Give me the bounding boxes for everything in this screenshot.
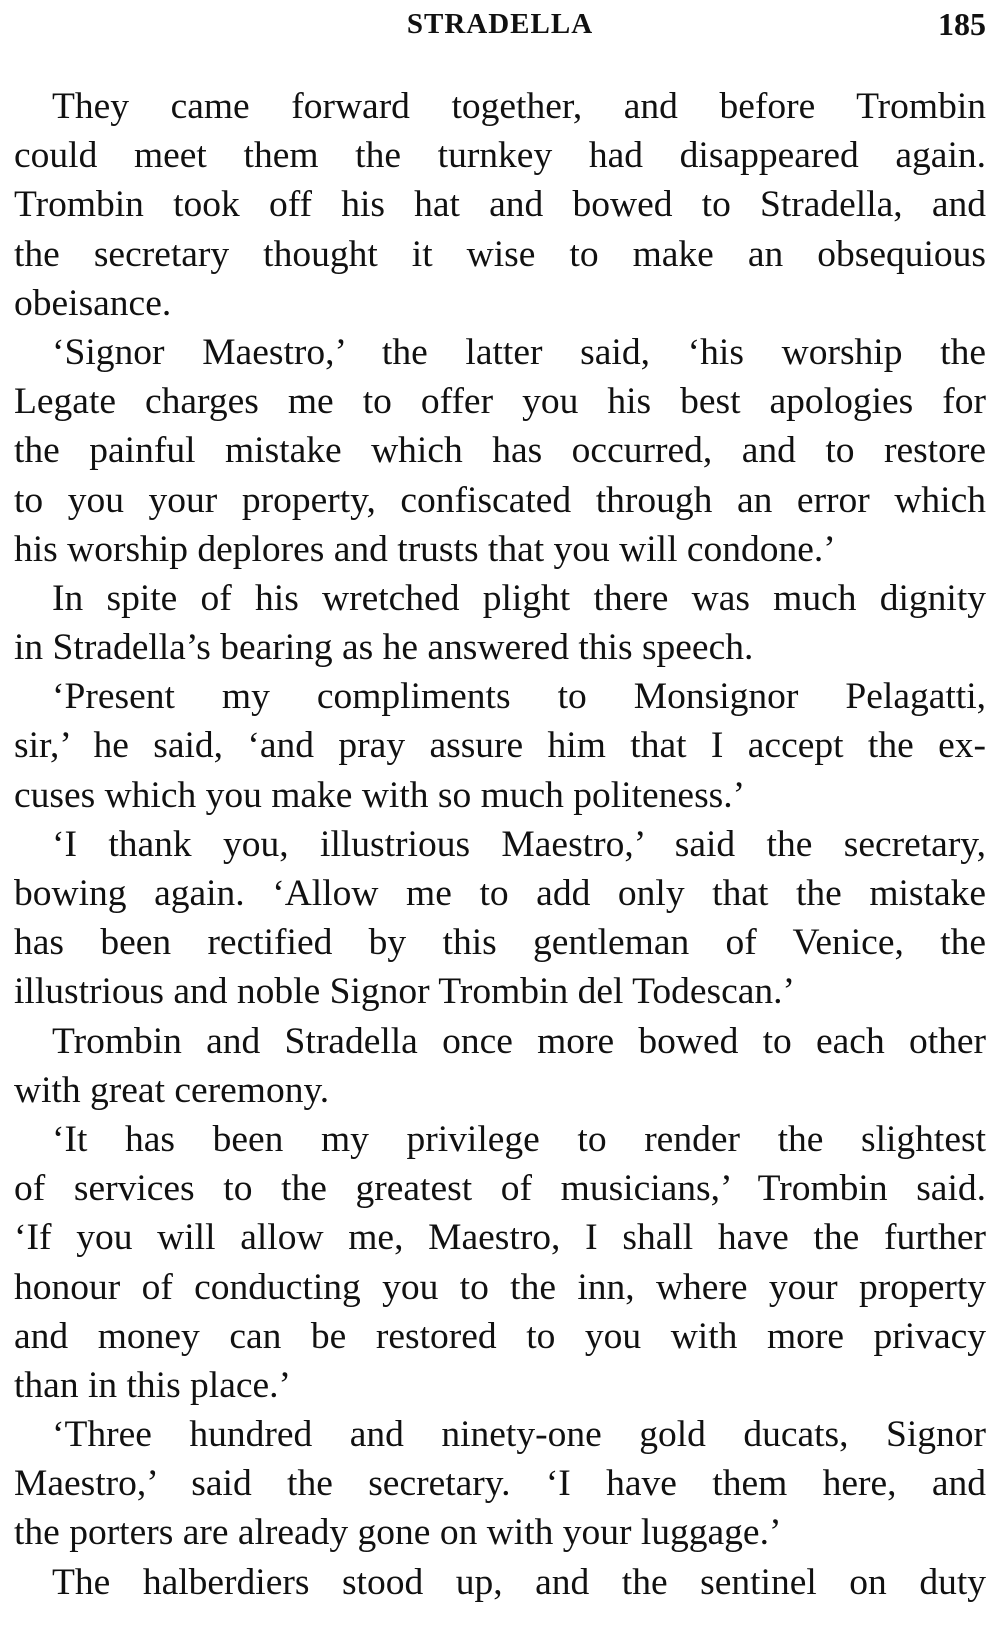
- body-text: [14, 82, 986, 1607]
- text-line: the painful mistake which has occurred, and to restore: [14, 430, 986, 472]
- text-line: Trombin took off his hat and bowed to Stradella, and: [14, 184, 986, 226]
- text-line: Trombin and Stradella once more bowed to each other: [52, 1020, 986, 1062]
- text-line: They came forward together, and before Trombin: [52, 86, 986, 127]
- text-line: ‘Signor Maestro,’ the latter said, ‘his worship the: [52, 331, 986, 373]
- text-line: has been rectified by this gentleman of Venice, the: [14, 922, 986, 964]
- text-line: sir,’ he said, ‘and pray assure him that I accept the ex-: [14, 725, 986, 767]
- page-number: 185: [938, 6, 986, 42]
- text-line: The halberdiers stood up, and the sentinel on duty: [52, 1561, 986, 1603]
- text-line: obeisance.: [14, 282, 172, 324]
- text-line: ‘It has been my privilege to render the slightest: [52, 1118, 986, 1160]
- text-line: ‘Three hundred and ninety-one gold ducats, Signor: [52, 1414, 986, 1456]
- text-line: and money can be restored to you with more privacy: [14, 1315, 986, 1357]
- running-title: STRADELLA: [406, 8, 594, 40]
- text-line: In spite of his wretched plight there was much dignity: [52, 577, 986, 619]
- text-line: of services to the greatest of musicians,’ Trombin said.: [14, 1168, 986, 1210]
- running-head: [14, 4, 986, 44]
- text-line: bowing again. ‘Allow me to add only that the mistake: [14, 873, 986, 914]
- text-line: illustrious and noble Signor Trombin del Todescan.’: [14, 971, 796, 1013]
- text-line: than in this place.’: [14, 1364, 292, 1406]
- text-line: honour of conducting you to the inn, where your property: [14, 1266, 986, 1308]
- text-line: ‘If you will allow me, Maestro, I shall have the further: [14, 1217, 986, 1259]
- text-line: the porters are already gone on with your luggage.’: [14, 1512, 782, 1554]
- text-line: Maestro,’ said the secretary. ‘I have them here, and: [14, 1463, 986, 1505]
- text-line: cuses which you make with so much politeness.’: [14, 774, 746, 816]
- text-line: to you your property, confiscated through an error which: [14, 479, 986, 521]
- text-line: his worship deplores and trusts that you will condone.’: [14, 528, 836, 570]
- text-line: in Stradella’s bearing as he answered this speech.: [14, 627, 754, 669]
- text-line: with great ceremony.: [14, 1069, 330, 1111]
- text-line: ‘I thank you, illustrious Maestro,’ said the secretary,: [52, 823, 986, 865]
- text-line: Legate charges me to offer you his best apologies for: [14, 381, 986, 423]
- text-line: could meet them the turnkey had disappeared again.: [14, 135, 986, 177]
- text-line: the secretary thought it wise to make an obsequious: [14, 233, 986, 275]
- text-line: ‘Present my compliments to Monsignor Pelagatti,: [52, 676, 986, 718]
